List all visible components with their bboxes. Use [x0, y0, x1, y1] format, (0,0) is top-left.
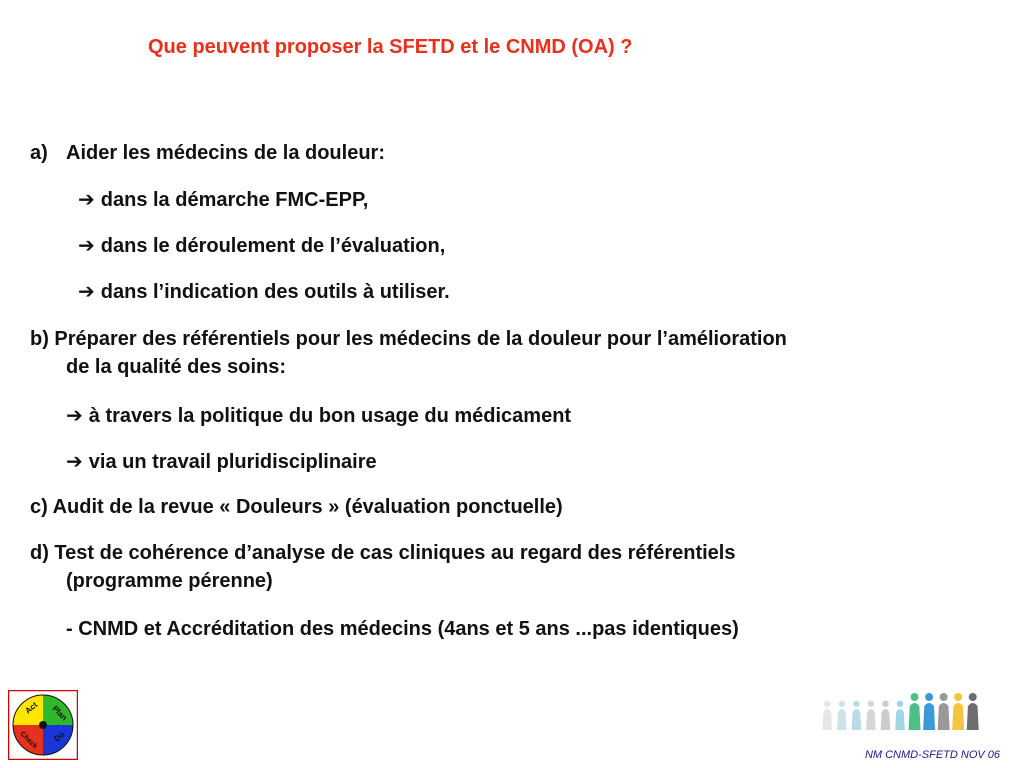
arrow-right-icon: ➔ — [78, 279, 95, 303]
person-figure — [895, 701, 905, 730]
person-figure — [952, 693, 964, 730]
person-figure — [967, 693, 979, 730]
item-a-sub-1: ➔ dans la démarche FMC-EPP, — [78, 187, 369, 211]
person-figure — [923, 693, 935, 730]
item-a-sub-2: ➔ dans le déroulement de l’évaluation, — [78, 233, 446, 257]
item-a-sub-3: ➔ dans l’indication des outils à utiliser. — [78, 279, 450, 303]
slide-title: Que peuvent proposer la SFETD et le CNMD (OA) ? — [148, 36, 633, 58]
item-b-sub-1: ➔ à travers la politique du bon usage du médicament — [66, 403, 572, 427]
person-figure — [938, 693, 950, 730]
person-figure — [837, 701, 847, 730]
item-d-line-1: d) Test de cohérence d’analyse de cas cliniques au regard des référentiels — [30, 542, 736, 564]
item-a-text: Aider les médecins de la douleur: — [66, 142, 385, 164]
item-d-line-2: (programme pérenne) — [66, 570, 273, 592]
person-figure — [909, 693, 921, 730]
people-figures-image — [812, 680, 984, 732]
person-figure — [866, 701, 876, 730]
item-b-line-2: de la qualité des soins: — [66, 356, 287, 378]
person-figure — [822, 701, 832, 730]
item-a — [30, 140, 385, 166]
pdca-label-do: Do — [52, 729, 67, 744]
person-figure — [852, 701, 862, 730]
pdca-cycle-logo — [8, 690, 78, 760]
pdca-label-plan: Plan — [50, 704, 69, 723]
arrow-right-icon: ➔ — [66, 449, 83, 473]
pdca-label-check: Check — [18, 730, 39, 751]
item-b-line-1: b) Préparer des référentiels pour les médecins de la douleur pour l’amélioration — [30, 328, 787, 350]
item-a-marker: a) — [30, 142, 48, 164]
item-d-sub: - CNMD et Accréditation des médecins (4ans et 5 ans ...pas identiques) — [66, 618, 739, 640]
arrow-right-icon: ➔ — [66, 403, 83, 427]
pdca-hub — [39, 721, 47, 729]
person-figure — [881, 701, 891, 730]
pdca-label-act: Act — [23, 700, 40, 716]
item-c: c) Audit de la revue « Douleurs » (évaluation ponctuelle) — [30, 496, 563, 518]
arrow-right-icon: ➔ — [78, 233, 95, 257]
slide-footer: NM CNMD-SFETD NOV 06 — [864, 749, 1000, 761]
arrow-right-icon: ➔ — [78, 187, 95, 211]
item-b-sub-2: ➔ via un travail pluridisciplinaire — [66, 449, 377, 473]
